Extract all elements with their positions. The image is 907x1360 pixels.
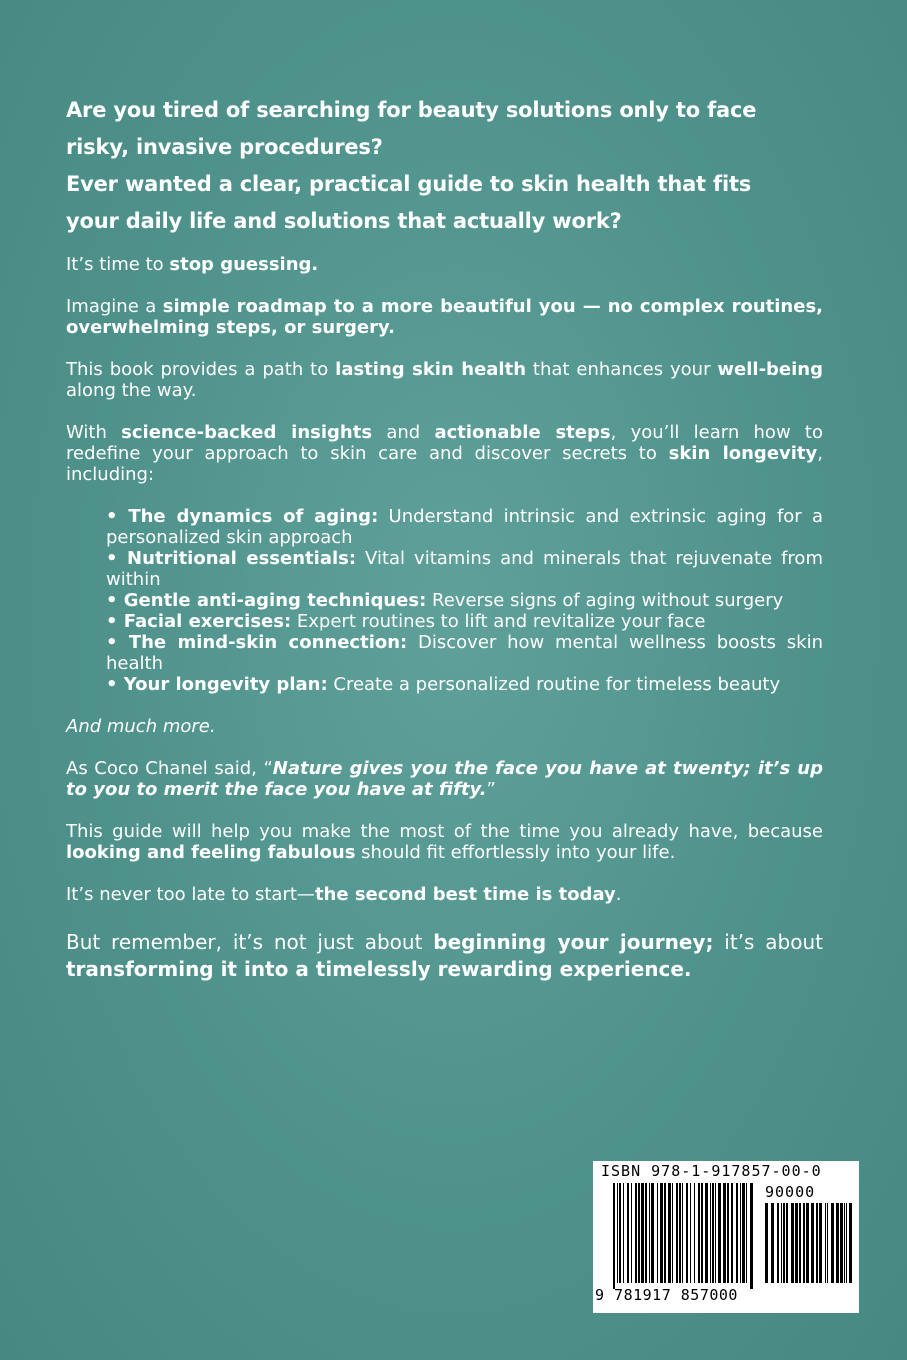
science-paragraph (66, 422, 823, 485)
list-item-title: • Gentle anti-aging techniques: (106, 590, 427, 611)
headline-line: Ever wanted a clear, practical guide to skin health that fits (66, 172, 752, 196)
roadmap-bold: simple roadmap to a more beautiful you — no complex routines, overwhelming steps, or surgery. (66, 296, 824, 338)
science-text: , including: (66, 443, 823, 485)
barcode-bar (712, 1183, 714, 1283)
price-code: 90000 (765, 1183, 816, 1201)
barcode-bar (649, 1183, 650, 1283)
list-item-text: Reverse signs of aging without surgery (426, 590, 784, 611)
barcode-bar (682, 1183, 683, 1283)
roadmap-paragraph (66, 296, 823, 338)
intro-text: It’s time to (66, 254, 170, 275)
barcode-bar (694, 1183, 695, 1283)
list-item (106, 632, 823, 674)
barcode-bar (731, 1183, 733, 1283)
barcode-bar (849, 1203, 852, 1283)
barcode-bar (803, 1203, 805, 1283)
list-item-text: Create a personalized routine for timeless beauty (327, 674, 781, 695)
barcode-bar (825, 1203, 826, 1283)
book-bold: lasting skin health (335, 359, 527, 380)
never-text: . (615, 884, 622, 905)
barcode-bar (657, 1183, 658, 1283)
isbn-label: ISBN 978-1-917857-00-0 (601, 1162, 822, 1180)
guide-paragraph (66, 821, 823, 863)
never-paragraph (66, 884, 823, 905)
book-text: This book provides a path to (66, 359, 336, 380)
final-bold: beginning your journey; (433, 930, 714, 954)
guide-text: should fit effortlessly into your life. (355, 842, 676, 863)
more-paragraph: And much more. (66, 716, 216, 737)
barcode-bar (740, 1183, 741, 1283)
science-text: , you’ll learn how to redefine your approach to skin care and discover secrets to (66, 422, 824, 464)
science-text: and (372, 422, 435, 443)
barcode-bar (698, 1183, 700, 1283)
barcode-bar (635, 1183, 637, 1283)
barcode-bar (765, 1203, 768, 1283)
book-text: that enhances your (526, 359, 718, 380)
barcode-bar (844, 1203, 845, 1283)
ean-digits: 9 781917 857000 (595, 1286, 738, 1304)
list-item-text: Expert routines to lift and revitalize your face (291, 611, 706, 632)
list-item (106, 506, 823, 548)
book-paragraph (66, 359, 823, 401)
barcode-bar (631, 1183, 632, 1283)
list-item-title: • Nutritional essentials: (106, 548, 357, 569)
barcode-bar (672, 1183, 673, 1283)
barcode-bar (846, 1203, 847, 1283)
quote-paragraph (66, 758, 823, 800)
barcode-bar (791, 1203, 794, 1283)
book-text: along the way. (66, 380, 197, 401)
barcode-bar (710, 1183, 711, 1283)
barcode-bar (736, 1183, 738, 1283)
science-text: With (66, 422, 122, 443)
feature-list (106, 506, 823, 695)
never-text: It’s never too late to start— (66, 884, 315, 905)
science-bold: skin longevity (668, 443, 818, 464)
headline (66, 92, 823, 240)
barcode-bar (638, 1183, 640, 1283)
barcode-bar (795, 1203, 798, 1283)
list-item (106, 590, 823, 611)
final-paragraph (66, 929, 823, 983)
barcode-bar (676, 1183, 678, 1283)
quote-text: ” (486, 779, 496, 800)
guide-bold: looking and feeling fabulous (66, 842, 356, 863)
barcode-bar (627, 1183, 629, 1283)
barcode-bar (811, 1203, 814, 1283)
list-item-text: Understand intrinsic and extrinsic aging for a personalized skin approach (106, 506, 823, 548)
list-item-text: Discover how mental wellness boosts skin health (106, 632, 823, 674)
quote-text: As Coco Chanel said, “ (66, 758, 273, 779)
barcode-bar (781, 1203, 782, 1283)
final-text: But remember, it’s not just about (66, 930, 434, 954)
barcode-bar (651, 1183, 654, 1283)
barcode-bar (777, 1203, 779, 1283)
barcode-bar (701, 1183, 703, 1283)
barcode-bar (836, 1203, 839, 1283)
barcode-bar (690, 1183, 691, 1283)
barcode-bar (750, 1183, 753, 1289)
list-item-title: • The mind-skin connection: (106, 632, 408, 653)
final-bold: transforming it into a timelessly rewarding experience. (66, 957, 692, 981)
science-bold: actionable steps (434, 422, 611, 443)
list-item-title: • Your longevity plan: (106, 674, 328, 695)
barcode-bar (718, 1183, 721, 1283)
isbn-barcode (593, 1161, 859, 1313)
headline-line: risky, invasive procedures? (66, 135, 383, 159)
never-bold: the second best time is today (314, 884, 616, 905)
barcode-bar (715, 1183, 716, 1283)
barcode-bar (613, 1183, 615, 1289)
barcode-bar (742, 1183, 745, 1283)
barcode-bar (679, 1183, 681, 1283)
list-item-text: Vital vitamins and minerals that rejuvenate from within (106, 548, 823, 590)
barcode-bar (783, 1203, 785, 1283)
barcode-bar (771, 1203, 774, 1283)
headline-line: your daily life and solutions that actually work? (66, 209, 622, 233)
barcode-bar (668, 1183, 671, 1283)
barcode-bar (727, 1183, 729, 1283)
book-bold: well-being (717, 359, 823, 380)
back-cover-text (66, 92, 823, 983)
barcode-bar (645, 1183, 647, 1283)
guide-text: This guide will help you make the most of the time you already have, because (66, 821, 823, 842)
intro-paragraph (66, 254, 823, 275)
barcode-bar (723, 1183, 726, 1283)
intro-bold: stop guessing. (169, 254, 319, 275)
barcode-bar (617, 1183, 618, 1283)
barcode-bar (827, 1203, 828, 1283)
barcode-bar (660, 1183, 663, 1283)
barcode-bar (819, 1203, 822, 1283)
list-item (106, 674, 823, 695)
barcode-bar (786, 1203, 788, 1283)
list-item-title: • The dynamics of aging: (106, 506, 379, 527)
barcode-bar (641, 1183, 644, 1283)
barcode-bar (806, 1203, 809, 1283)
barcode-bar (664, 1183, 666, 1283)
quote-bold: Nature gives you the face you have at twenty; it’s up to you to merit the face you have at fifty. (66, 758, 823, 800)
barcode-bar (816, 1203, 818, 1283)
list-item (106, 548, 823, 590)
headline-line: Are you tired of searching for beauty solutions only to face (66, 98, 757, 122)
barcode-bar (799, 1203, 801, 1283)
barcode-bar (623, 1183, 624, 1283)
barcode-bar (840, 1203, 843, 1283)
roadmap-text: Imagine a (66, 296, 163, 317)
list-item (106, 611, 823, 632)
final-text: it’s about (713, 930, 823, 954)
barcode-bar (831, 1203, 834, 1283)
list-item-title: • Facial exercises: (106, 611, 292, 632)
barcode-bar (619, 1183, 621, 1283)
barcode-bar (686, 1183, 688, 1283)
science-bold: science-backed insights (121, 422, 373, 443)
barcode-bar (705, 1183, 708, 1283)
barcode-bar (746, 1183, 747, 1283)
